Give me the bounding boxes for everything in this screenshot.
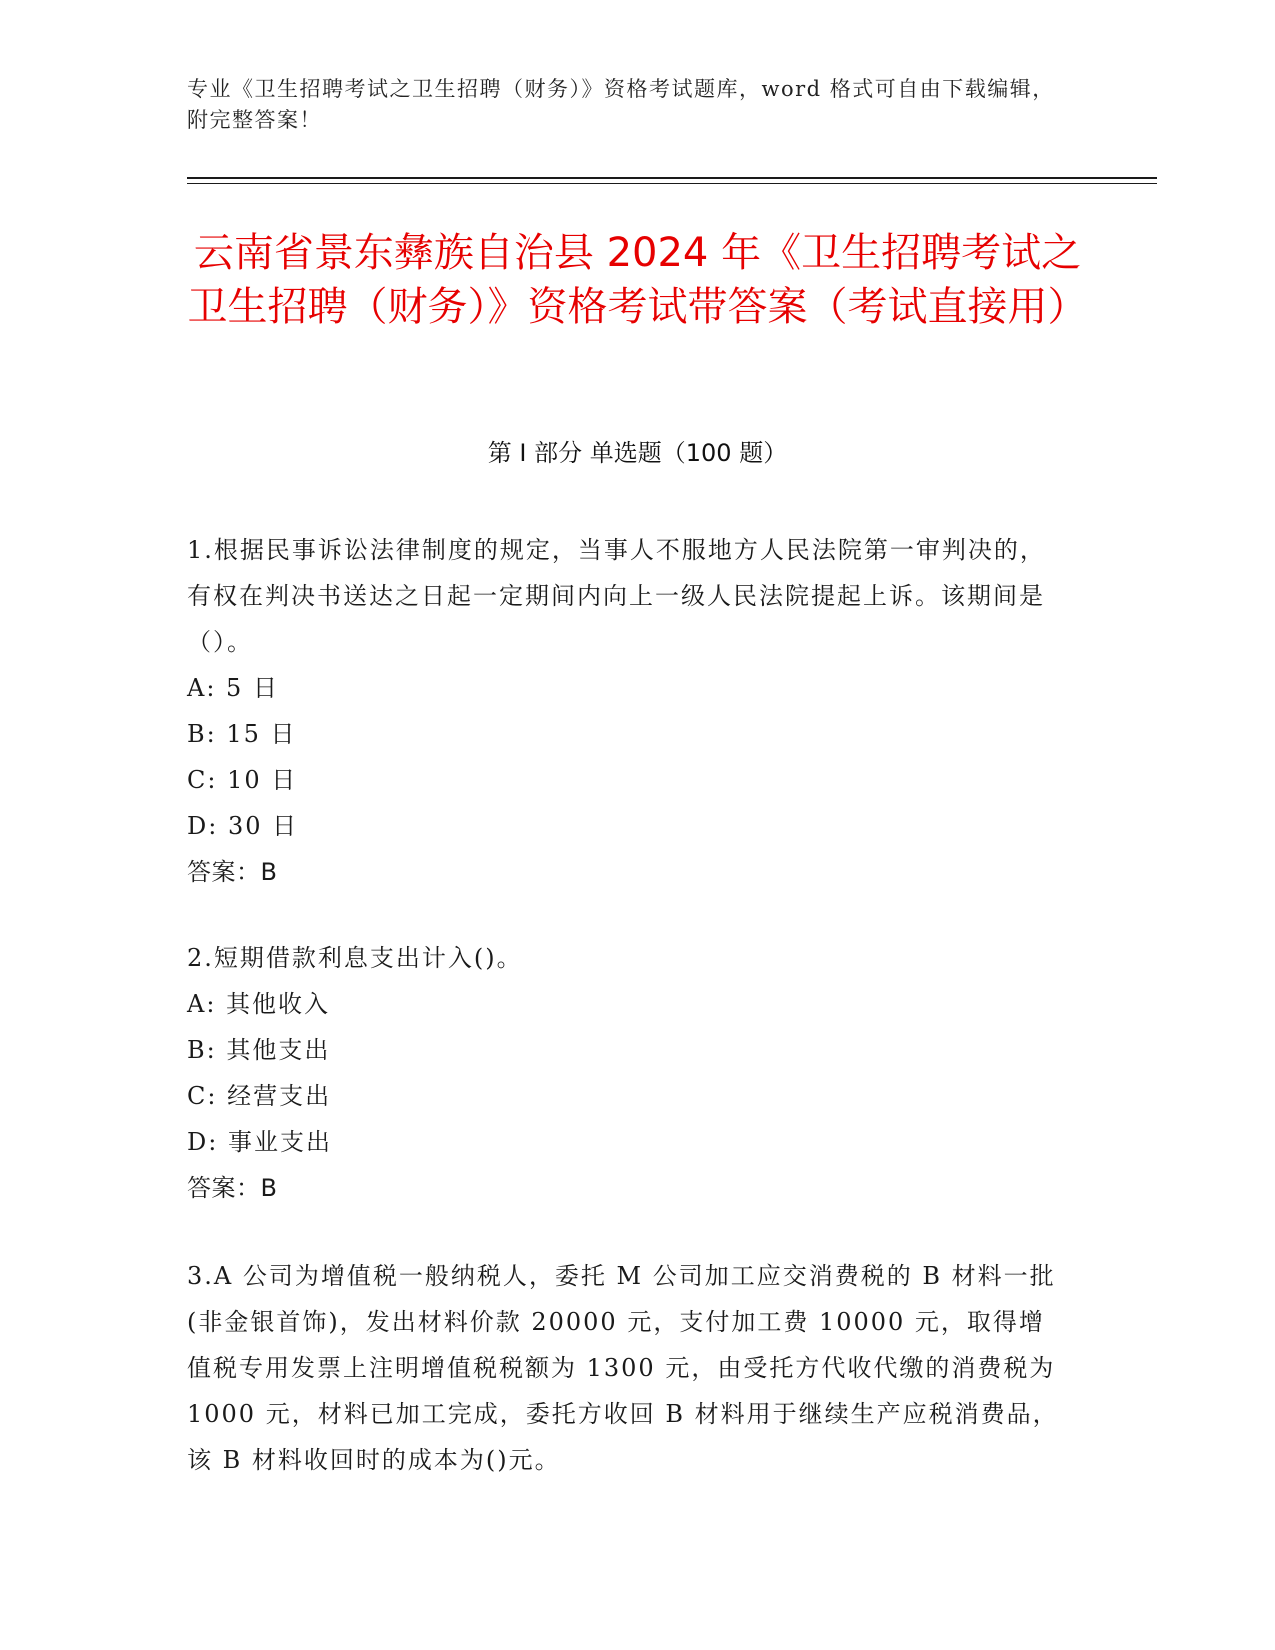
option-d: D: 事业支出 [187, 1128, 332, 1156]
question-stem: 3.A 公司为增值税一般纳税人，委托 M 公司加工应交消费税的 B 材料一批(非金银首饰)，发出材料价款 20000 元，支付加工费 10000 元，取得增值税专用发票上注明增值税税额为 1300 元，由受托方代收代缴的消费税为 1000 元，材料已加工完成，委托方收回 B 材料用于继续生产应税消费品，该 B 材料收回时的成本为()元。 [187, 1262, 1059, 1474]
answer: 答案：B [187, 858, 278, 886]
option-d: D: 30 日 [187, 812, 299, 840]
question-1 [187, 527, 1067, 895]
header-divider-thick [187, 177, 1157, 179]
question-3 [187, 1253, 1067, 1483]
question-stem: 1.根据民事诉讼法律制度的规定，当事人不服地方人民法院第一审判决的，有权在判决书送达之日起一定期间内向上一级人民法院提起上诉。该期间是（）。 [187, 536, 1046, 656]
option-a: A: 其他收入 [187, 990, 331, 1018]
option-c: C: 10 日 [187, 766, 298, 794]
question-2 [187, 935, 1067, 1211]
header-divider-thin [187, 183, 1157, 184]
option-c: C: 经营支出 [187, 1082, 332, 1110]
question-stem: 2.短期借款利息支出计入()。 [187, 944, 523, 972]
option-a: A: 5 日 [187, 674, 279, 702]
section-title: 第 I 部分 单选题（100 题） [487, 439, 788, 467]
answer: 答案：B [187, 1174, 278, 1202]
option-b: B: 15 日 [187, 720, 297, 748]
header-note: 专业《卫生招聘考试之卫生招聘（财务）》资格考试题库，word 格式可自由下载编辑，附完整答案！ [187, 77, 1055, 132]
option-b: B: 其他支出 [187, 1036, 331, 1064]
document-title: 云南省景东彝族自治县 2024 年《卫生招聘考试之卫生招聘（财务）》资格考试带答案（考试直接用） [187, 230, 1088, 330]
